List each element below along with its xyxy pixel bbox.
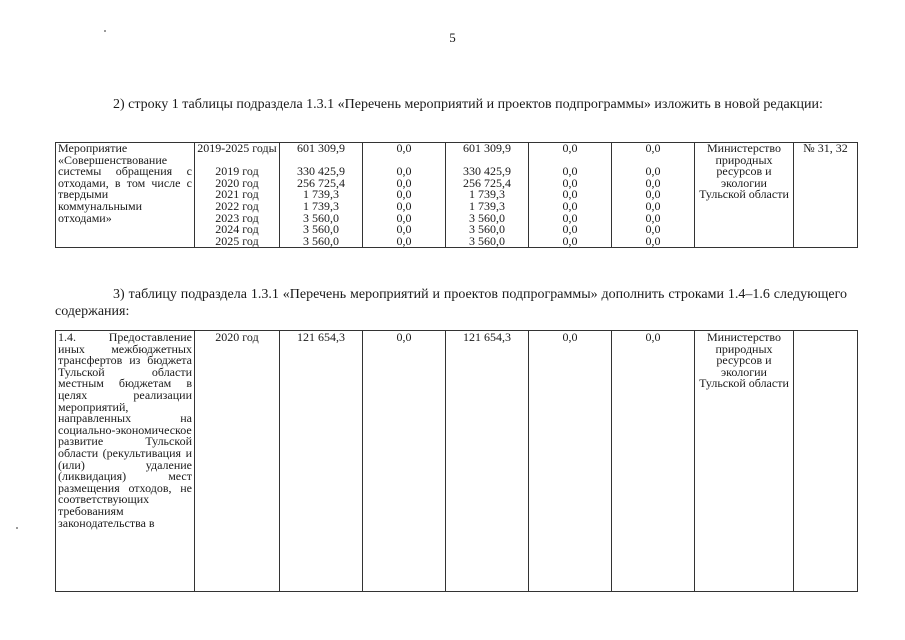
measure-description: 1.4. Предоставление иных межбюджетных трансфертов из бюджета Тульской области местным бюджетам в целях реализации мероприятий, направленных на социально-экономическое развитие Тульской области (рекультивация и (или) удаление (ликвидация) мест размещения отходов, не соответствующих требованиям законодательства в: [56, 331, 195, 592]
regional-value: 256 725,4: [463, 175, 511, 190]
extra-value: 0,0: [645, 233, 661, 248]
year-cell: 2023 год: [215, 210, 259, 225]
year-cell: 2021 год: [215, 187, 259, 202]
year-cell: 2024 год: [215, 222, 259, 237]
regional-column: [446, 143, 529, 248]
period-label: 2019-2025 годы: [197, 142, 277, 155]
federal-value: 0,0: [363, 331, 446, 592]
federal-column: [363, 143, 446, 248]
regional-value: 3 560,0: [469, 222, 505, 237]
total-value: 121 654,3: [280, 331, 363, 592]
local-value: 0,0: [562, 233, 578, 248]
regional-value: 3 560,0: [469, 210, 505, 225]
year-cell: 2022 год: [215, 198, 259, 213]
federal-value: 0,0: [396, 210, 412, 225]
executor-cell: Министерство природных ресурсов и экологии Тульской области: [695, 331, 794, 592]
local-value: 0,0: [562, 187, 578, 202]
total-value: 3 560,0: [303, 222, 339, 237]
local-value: 0,0: [562, 198, 578, 213]
extra-value: 0,0: [645, 222, 661, 237]
federal-value: 0,0: [396, 222, 412, 237]
table-row-1: [55, 142, 858, 248]
total-value: 1 739,3: [303, 198, 339, 213]
measure-description: Мероприятие «Совершенствование системы обращения с отходами, в том числе с твердыми коммунальными отходами»: [56, 143, 195, 248]
total-value: 1 739,3: [303, 187, 339, 202]
year-cell: 2020 год: [215, 175, 259, 190]
reference-cell: [794, 331, 858, 592]
executor-cell: Министерство природных ресурсов и экологии Тульской области: [695, 143, 794, 248]
year-cell: 2025 год: [215, 233, 259, 248]
local-value: 0,0: [529, 331, 612, 592]
extra-value: 0,0: [645, 175, 661, 190]
paragraph-2: [55, 96, 847, 113]
extra-value: 0,0: [645, 198, 661, 213]
paragraph-2-text: 2) строку 1 таблицы подраздела 1.3.1 «Перечень мероприятий и проектов подпрограммы» изложить в новой редакции:: [113, 97, 823, 112]
federal-value: 0,0: [396, 175, 412, 190]
extra-value: 0,0: [645, 187, 661, 202]
extra-column: [612, 143, 695, 248]
total-column: [280, 143, 363, 248]
regional-value: 121 654,3: [446, 331, 529, 592]
total-value: 330 425,9: [297, 164, 345, 179]
local-column: [529, 143, 612, 248]
paragraph-3: [55, 286, 847, 320]
scan-speck: [16, 527, 18, 529]
federal-value: 0,0: [396, 198, 412, 213]
total-period-value: 601 309,9: [297, 142, 345, 155]
reference-cell: № 31, 32: [794, 143, 858, 248]
page-number: 5: [449, 30, 456, 45]
regional-value: 3 560,0: [469, 233, 505, 248]
federal-period-value: 0,0: [396, 142, 412, 155]
extra-value: 0,0: [645, 210, 661, 225]
total-value: 256 725,4: [297, 175, 345, 190]
regional-period-value: 601 309,9: [463, 142, 511, 155]
table-row-1-4: [55, 330, 858, 592]
local-value: 0,0: [562, 210, 578, 225]
extra-value: 0,0: [645, 164, 661, 179]
local-period-value: 0,0: [562, 142, 578, 155]
local-value: 0,0: [562, 175, 578, 190]
local-value: 0,0: [562, 164, 578, 179]
total-value: 3 560,0: [303, 233, 339, 248]
federal-value: 0,0: [396, 164, 412, 179]
federal-value: 0,0: [396, 187, 412, 202]
federal-value: 0,0: [396, 233, 412, 248]
extra-value: 0,0: [612, 331, 695, 592]
regional-value: 1 739,3: [469, 198, 505, 213]
year-cell: 2020 год: [195, 331, 280, 592]
local-value: 0,0: [562, 222, 578, 237]
regional-value: 330 425,9: [463, 164, 511, 179]
total-value: 3 560,0: [303, 210, 339, 225]
extra-period-value: 0,0: [645, 142, 661, 155]
year-cell: 2019 год: [215, 164, 259, 179]
paragraph-3-text: 3) таблицу подраздела 1.3.1 «Перечень мероприятий и проектов подпрограммы» дополнить строками 1.4–1.6 следующего содержания:: [55, 287, 847, 319]
scan-speck: [104, 30, 106, 32]
years-column: [195, 143, 280, 248]
regional-value: 1 739,3: [469, 187, 505, 202]
